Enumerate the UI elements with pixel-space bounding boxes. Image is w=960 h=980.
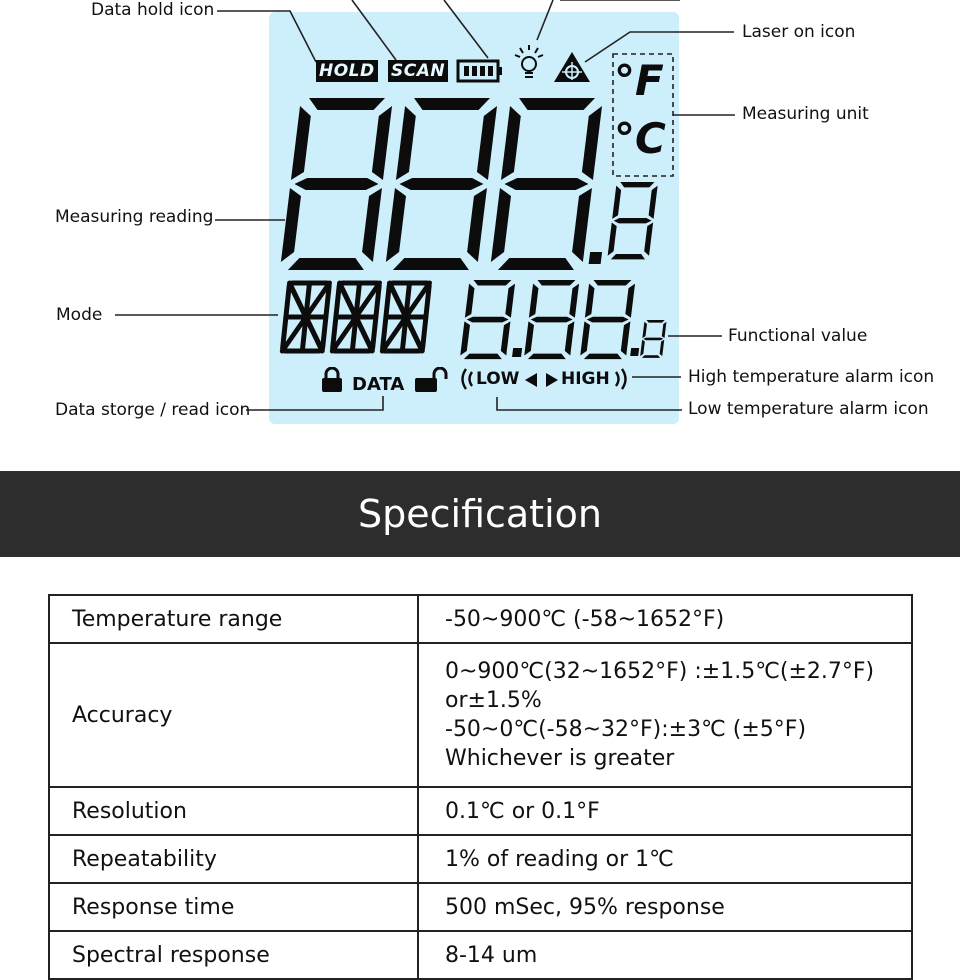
high-alarm-arrow-icon [544, 372, 560, 388]
table-row [49, 931, 912, 979]
mode-segments [278, 278, 438, 358]
callout-mode: Mode [56, 305, 103, 325]
data-storage-label: DATA [352, 374, 405, 395]
functional-value-digits [454, 276, 674, 362]
spec-key: Accuracy [49, 643, 418, 787]
callout-measuring-reading: Measuring reading [55, 207, 214, 227]
spec-value-line: 8-14 um [445, 942, 538, 968]
backlight-bulb-icon [514, 44, 544, 84]
table-row [49, 595, 912, 643]
callout-measuring-unit: Measuring unit [742, 104, 869, 124]
spec-value-line: -50~0℃(-58~32°F):±3℃ (±5°F) [445, 717, 807, 742]
spec-value [418, 835, 912, 883]
callout-data-storage: Data storge / read icon [55, 400, 251, 420]
lcd-diagram [0, 0, 960, 470]
unit-celsius: °C [614, 114, 666, 163]
spec-value-line: 0.1℃ or 0.1°F [445, 798, 600, 824]
spec-key: Response time [49, 883, 418, 931]
callout-laser-on: Laser on icon [742, 22, 856, 42]
spec-value [418, 931, 912, 979]
spec-value [418, 787, 912, 835]
high-alarm-label: HIGH [561, 369, 610, 389]
battery-icon [456, 58, 504, 84]
low-alarm-arrow-icon [523, 372, 539, 388]
callout-functional-value: Functional value [728, 326, 868, 346]
spec-value-line: 500 mSec, 95% response [445, 894, 725, 920]
spec-value-line: Whichever is greater [445, 746, 675, 771]
spec-key: Repeatability [49, 835, 418, 883]
lock-open-icon [414, 367, 448, 393]
table-row [49, 787, 912, 835]
unit-fahrenheit: °F [614, 56, 664, 105]
banner-title: Specification [358, 492, 602, 536]
spec-key: Temperature range [49, 595, 418, 643]
spec-value-line: 1% of reading or 1℃ [445, 846, 674, 872]
spec-value-line: -50~900℃ (-58~1652°F) [445, 606, 725, 632]
spec-key: Resolution [49, 787, 418, 835]
callout-high-alarm: High temperature alarm icon [688, 367, 935, 387]
laser-on-icon [552, 50, 592, 84]
low-alarm-label: LOW [476, 369, 520, 389]
lock-closed-icon [321, 367, 343, 393]
spec-value-line: 0~900℃(32~1652°F) :±1.5℃(±2.7°F) [445, 659, 875, 684]
spec-key: Spectral response [49, 931, 418, 979]
spec-value [418, 883, 912, 931]
high-alarm-wave-icon [612, 366, 630, 392]
hold-icon: HOLD [316, 60, 378, 82]
table-row [49, 883, 912, 931]
table-row [49, 643, 912, 787]
specification-banner [0, 471, 960, 557]
spec-value [418, 595, 912, 643]
spec-table [48, 594, 913, 980]
spec-value [418, 643, 912, 787]
spec-value-line: or±1.5% [445, 688, 542, 713]
table-row [49, 835, 912, 883]
scan-icon: SCAN [388, 60, 448, 82]
low-alarm-wave-icon [458, 366, 476, 392]
callout-data-hold: Data hold icon [91, 0, 215, 20]
measuring-reading-digits [272, 90, 672, 280]
callout-low-alarm: Low temperature alarm icon [688, 399, 929, 419]
